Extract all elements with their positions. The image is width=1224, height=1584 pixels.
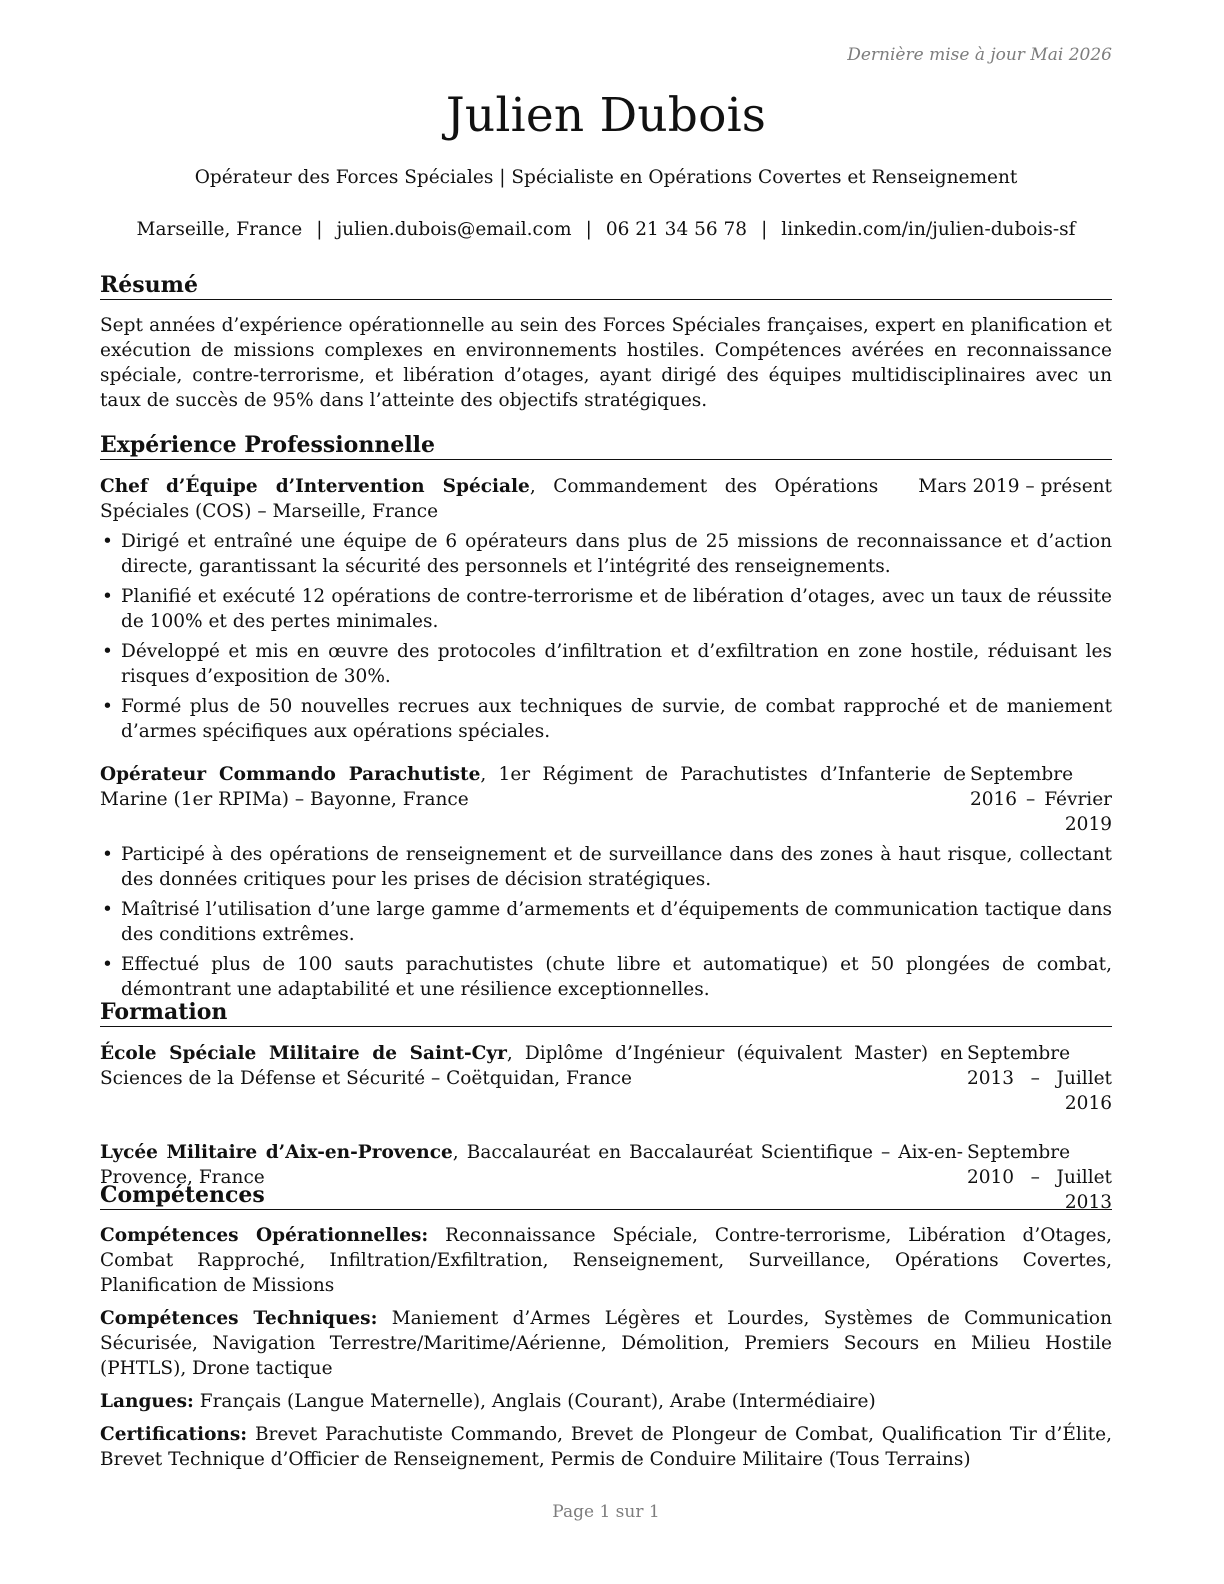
entry-school: École Spéciale Militaire de Saint-Cyr <box>100 1043 507 1064</box>
entry-role: Chef d’Équipe d’Intervention Spéciale <box>100 476 530 497</box>
list-item: • Développé et mis en œuvre des protocoles d’infiltration et d’exfiltration en zone hostile, réduisant les risques d’exposition de 30%. <box>102 641 1112 687</box>
section-title-education: Formation <box>100 998 1112 1027</box>
list-item: • Participé à des opérations de renseignement et de surveillance dans des zones à haut risque, collectant des données critiques pour les prises de décision stratégiques. <box>102 844 1112 890</box>
skills-list <box>100 1223 1112 1472</box>
list-item: • Effectué plus de 100 sauts parachutistes (chute libre et automatique) et 50 plongées de combat, démontrant une adaptabilité et une résilience exceptionnelles. <box>102 954 1112 1000</box>
entry-role: Opérateur Commando Parachutiste <box>100 764 481 785</box>
contact-separator: | <box>761 219 768 240</box>
education-entry <box>100 1041 1112 1116</box>
summary-section <box>100 271 1112 413</box>
entry-dates: Septembre 2013 – Juillet 2016 <box>967 1043 1112 1114</box>
list-item: • Planifié et exécuté 12 opérations de contre-terrorisme et de libération d’otages, avec un taux de réussite de 100% et des pertes minimales. <box>102 586 1112 632</box>
skill-row <box>100 1422 1112 1472</box>
list-item: • Dirigé et entraîné une équipe de 6 opérateurs dans plus de 25 missions de reconnaissance et d’action directe, garantissant la sécurité des personnels et l’intégrité des renseignements. <box>102 531 1112 577</box>
entry-header <box>100 474 1112 524</box>
contact-phone[interactable]: 06 21 34 56 78 <box>605 219 748 240</box>
skill-label: Compétences Opérationnelles: <box>100 1225 429 1246</box>
entry-detail: , Diplôme d’Ingénieur (équivalent Master) en Sciences de la Défense et Sécurité – Coëtquidan, France <box>100 1043 963 1089</box>
entry-org: , 1er Régiment de Parachutistes d’Infanterie de Marine (1er RPIMa) – Bayonne, France <box>100 764 967 810</box>
contact-linkedin[interactable]: linkedin.com/in/julien-dubois-sf <box>781 219 1076 240</box>
entry-detail: , Baccalauréat en Baccalauréat Scientifique – Aix-en-Provence, France <box>100 1142 963 1188</box>
skill-text: Français (Langue Maternelle), Anglais (Courant), Arabe (Intermédiaire) <box>193 1391 876 1412</box>
experience-section <box>100 431 1112 1007</box>
experience-entry <box>100 474 1112 744</box>
skill-row <box>100 1306 1112 1381</box>
skill-label: Compétences Techniques: <box>100 1308 378 1329</box>
entry-bullets <box>100 842 1112 1002</box>
list-item: • Maîtrisé l’utilisation d’une large gamme d’armements et d’équipements de communication tactique dans des conditions extrêmes. <box>102 899 1112 945</box>
skill-row <box>100 1389 1112 1414</box>
section-title-skills: Compétences <box>100 1181 1112 1210</box>
skills-section <box>100 1181 1112 1480</box>
skill-text: Maniement d’Armes Légères et Lourdes, Systèmes de Communication Sécurisée, Navigation Terrestre/Maritime/Aérienne, Démolition, Premiers Secours en Milieu Hostile (PHTLS), Drone tactique <box>100 1308 1112 1379</box>
section-title-summary: Résumé <box>100 271 1112 300</box>
page-number: Page 1 sur 1 <box>552 1502 660 1522</box>
skill-text: Reconnaissance Spéciale, Contre-terrorisme, Libération d’Otages, Combat Rapproché, Infiltration/Exfiltration, Renseignement, Surveillance, Opérations Covertes, Planification de Missions <box>100 1225 1113 1296</box>
entry-title <box>100 474 878 524</box>
contact-separator: | <box>585 219 592 240</box>
skill-text: Brevet Parachutiste Commando, Brevet de Plongeur de Combat, Qualification Tir d’Élite, Brevet Technique d’Officier de Renseignement, Permis de Conduire Militaire (Tous Terrains) <box>100 1424 1112 1470</box>
entry-dates: Mars 2019 – présent <box>918 476 1112 497</box>
list-item: • Formé plus de 50 nouvelles recrues aux techniques de survie, de combat rapproché et de maniement d’armes spécifiques aux opérations spéciales. <box>102 696 1112 742</box>
entry-dates: Septembre 2010 – Juillet 2013 <box>967 1142 1112 1213</box>
skill-label: Langues: <box>100 1391 194 1412</box>
entry-title <box>100 1041 963 1116</box>
contact-location: Marseille, France <box>136 219 303 240</box>
entry-org: , Commandement des Opérations Spéciales (COS) – Marseille, France <box>100 476 879 522</box>
skill-row <box>100 1223 1112 1298</box>
entry-bullets <box>100 529 1112 744</box>
entry-title <box>100 762 966 837</box>
contact-line <box>100 219 1112 240</box>
entry-header <box>100 1041 1112 1116</box>
skill-label: Certifications: <box>100 1424 248 1445</box>
contact-email[interactable]: julien.dubois@email.com <box>336 219 572 240</box>
candidate-name: Julien Dubois <box>445 88 767 143</box>
entry-dates: Septembre 2016 – Février 2019 <box>970 764 1112 835</box>
last-updated: Dernière mise à jour Mai 2026 <box>847 45 1112 65</box>
section-title-experience: Expérience Professionnelle <box>100 431 1112 460</box>
experience-entry <box>100 762 1112 1002</box>
entry-header <box>100 762 1112 837</box>
contact-separator: | <box>316 219 323 240</box>
entry-school: Lycée Militaire d’Aix-en-Provence <box>100 1142 453 1163</box>
tagline: Opérateur des Forces Spéciales | Spécialiste en Opérations Covertes et Renseignement <box>194 167 1018 188</box>
summary-text: Sept années d’expérience opérationnelle au sein des Forces Spéciales françaises, expert en planification et exécution de missions complexes en environnements hostiles. Compétences avérées en reconnaissance spéciale, contre-terrorisme, et libération d’otages, ayant dirigé des équipes multidisciplinaires avec un taux de succès de 95% dans l’atteinte des objectifs stratégiques. <box>100 315 1112 411</box>
